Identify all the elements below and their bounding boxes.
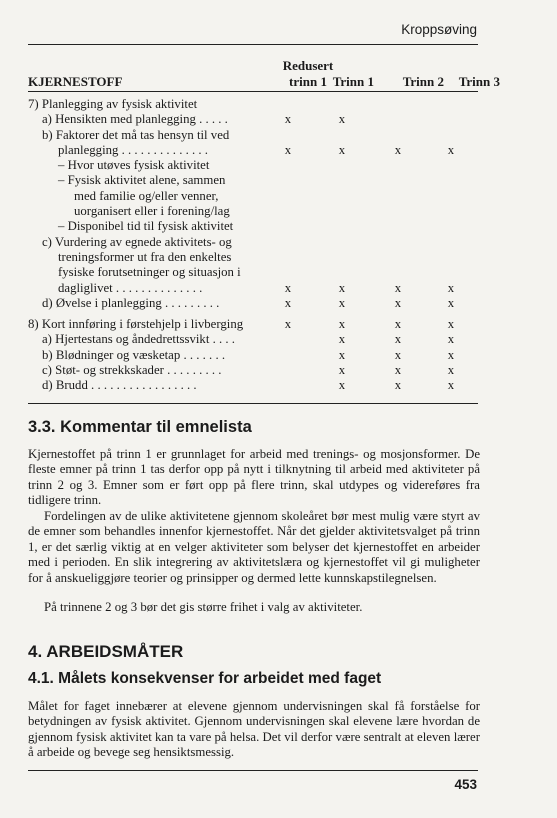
table-row — [28, 281, 480, 296]
paragraph-3-3-2: Fordelingen av de ulike aktivitetene gjennom skoleåret bør mest mulig være styrt av de emner som behandles innenfor kjernestoffet. Når det gjelder aktivitetsvalget på trinn 1, er det særlig viktig at en velger aktiviteter som belyser det kjernestoffet en arbeider med i perioden. En slik integrering av aktivitetslæra og kjernestoffet vil gi muligheter for å anskueliggjøre teorier og prinsipper og dermed lette kunnskapstilegnelsen. — [28, 509, 480, 585]
table-row — [28, 348, 480, 363]
table-row — [28, 235, 480, 250]
row-label: treningsformer ut fra den enkeltes — [58, 249, 232, 264]
section-heading-4-1: 4.1. Målets konsekvenser for arbeidet med faget — [28, 670, 382, 687]
section-heading-3-3: 3.3. Kommentar til emnelista — [28, 418, 252, 436]
page-number: 453 — [454, 777, 477, 792]
top-rule — [28, 44, 478, 45]
row-label: – Fysisk aktivitet alene, sammen — [58, 173, 226, 188]
row-mark: x — [338, 295, 346, 310]
row-label: b) Blødninger og væsketap . . . . . . . — [42, 347, 226, 362]
header-redusert-trinn1: trinn 1 — [289, 74, 327, 89]
table-end-rule — [28, 403, 478, 404]
table-row — [28, 189, 480, 204]
row-mark: x — [338, 363, 346, 378]
row-label: uorganisert eller i forening/lag — [74, 204, 230, 219]
row-mark: x — [447, 295, 455, 310]
row-label: c) Støt- og strekkskader . . . . . . . . . — [42, 363, 222, 378]
header-kjernestoff: KJERNESTOFF — [28, 74, 123, 89]
row-mark: x — [394, 280, 402, 295]
row-label: a) Hensikten med planlegging . . . . . — [42, 112, 228, 127]
row-mark: x — [394, 363, 402, 378]
row-mark: x — [447, 363, 455, 378]
row-mark: x — [338, 332, 346, 347]
row-mark: x — [394, 142, 402, 157]
table-row — [28, 128, 480, 143]
row-mark: x — [338, 347, 346, 362]
row-mark: x — [338, 378, 346, 393]
row-label: 8) Kort innføring i førstehjelp i livberging — [28, 317, 244, 332]
row-mark: x — [447, 317, 455, 332]
row-mark: x — [447, 142, 455, 157]
row-mark: x — [447, 378, 455, 393]
row-label: 7) Planlegging av fysisk aktivitet — [28, 97, 198, 111]
header-rule — [28, 91, 478, 92]
header-trinn3: Trinn 3 — [458, 74, 500, 89]
row-mark: x — [394, 317, 402, 332]
bottom-rule — [28, 770, 478, 771]
header-trinn2: Trinn 2 — [402, 74, 444, 89]
row-mark: x — [338, 280, 346, 295]
table-row — [28, 296, 480, 311]
row-mark: x — [394, 295, 402, 310]
running-head: Kroppsøving — [401, 22, 477, 37]
row-mark: x — [284, 112, 292, 127]
table-header — [28, 56, 500, 90]
row-mark: x — [338, 112, 346, 127]
row-label: a) Hjertestans og åndedrettssvikt . . . . — [42, 332, 235, 347]
row-mark: x — [447, 332, 455, 347]
header-redusert: Redusert — [282, 58, 334, 73]
paragraph-3-3-1: Kjernestoffet på trinn 1 er grunnlaget for arbeid med trenings- og mosjonsformer. De fleste emner på trinn 1 tas derfor opp på nytt i tilknytning til arbeid med aktiviteter på trinn 2 og 3. Emner som er ført opp på flere trinn, skal utdypes og videreføres fra tidligere trinn. — [28, 447, 480, 508]
row-mark: x — [284, 280, 292, 295]
row-mark: x — [284, 142, 292, 157]
paragraph-4-1: Målet for faget innebærer at elevene gjennom undervisningen skal få forståelse for betydningen av fysisk aktivitet. Gjennom undervisningen skal elevene lære hvordan de gjennom fysisk aktivitet kan ta vare på helsa. Det vil derfor være sentralt at eleven lærer å arbeide og bevege seg hensiktsmessig. — [28, 699, 480, 760]
row-mark: x — [447, 347, 455, 362]
header-trinn1: Trinn 1 — [332, 74, 374, 89]
table-row — [28, 363, 480, 378]
table-row — [28, 158, 480, 173]
row-mark: x — [394, 378, 402, 393]
curriculum-table — [28, 97, 480, 394]
row-label: b) Faktorer det må tas hensyn til ved — [42, 127, 230, 142]
table-row — [28, 143, 480, 158]
paragraph-3-3-3: På trinnene 2 og 3 bør det gis større frihet i valg av aktiviteter. — [44, 600, 363, 614]
row-mark: x — [394, 332, 402, 347]
row-label: planlegging . . . . . . . . . . . . . . — [58, 142, 208, 157]
row-label: fysiske forutsetninger og situasjon i — [58, 265, 241, 280]
row-mark: x — [447, 280, 455, 295]
table-row — [28, 317, 480, 332]
row-mark: x — [338, 317, 346, 332]
row-label: d) Øvelse i planlegging . . . . . . . . . — [42, 295, 220, 310]
table-row — [28, 97, 480, 112]
row-mark: x — [338, 142, 346, 157]
row-label: – Hvor utøves fysisk aktivitet — [58, 158, 210, 173]
table-row — [28, 204, 480, 219]
table-row — [28, 219, 480, 234]
row-label: med familie og/eller venner, — [74, 188, 219, 203]
row-mark: x — [394, 347, 402, 362]
table-row — [28, 112, 480, 127]
row-mark: x — [284, 295, 292, 310]
row-label: – Disponibel tid til fysisk aktivitet — [58, 219, 234, 234]
row-mark: x — [284, 317, 292, 332]
row-label: dagliglivet . . . . . . . . . . . . . . — [58, 280, 203, 295]
table-row — [28, 265, 480, 280]
table-row — [28, 378, 480, 393]
row-label: d) Brudd . . . . . . . . . . . . . . . . . — [42, 378, 197, 393]
table-row — [28, 332, 480, 347]
section-heading-4: 4. ARBEIDSMÅTER — [28, 642, 184, 661]
table-row — [28, 250, 480, 265]
row-label: c) Vurdering av egnede aktivitets- og — [42, 234, 232, 249]
table-row — [28, 173, 480, 188]
